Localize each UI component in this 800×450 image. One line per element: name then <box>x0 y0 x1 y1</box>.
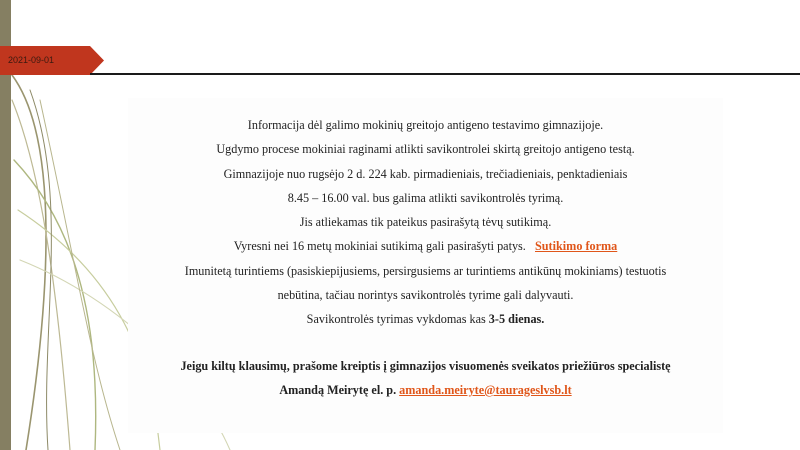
contact-person-name: Amandą Meirytę el. p. <box>279 382 397 397</box>
contact-person-line <box>128 378 723 402</box>
contact-line: Jeigu kiltų klausimų, prašome kreiptis į gimnazijos visuomenės sveikatos priežiūros specialistę <box>180 358 671 373</box>
slide-date: 2021-09-01 <box>8 55 55 65</box>
announcement-line-6 <box>128 234 723 258</box>
paragraph-gap <box>128 332 723 354</box>
contact-email-link[interactable]: amanda.meiryte@taurageslvsb.lt <box>399 382 572 397</box>
consent-form-link[interactable]: Sutikimo forma <box>535 239 618 254</box>
date-tag <box>0 46 104 75</box>
announcement-line-7: Imunitetą turintiems (pasiskiepijusiems, persirgusiems ar turintiems antikūnų mokiniams) testuotis <box>184 263 667 278</box>
announcement-line-4: 8.45 – 16.00 val. bus galima atlikti savikontrolės tyrimą. <box>287 190 564 205</box>
consent-text: Vyresni nei 16 metų mokiniai sutikimą gali pasirašyti patys. <box>233 239 526 254</box>
testing-frequency-text: Savikontrolės tyrimas vykdomas kas <box>306 312 486 327</box>
announcement-line-3: Gimnazijoje nuo rugsėjo 2 d. 224 kab. pirmadieniais, trečiadieniais, penktadieniais <box>223 166 628 181</box>
testing-frequency-value: 3-5 dienas. <box>488 312 545 327</box>
announcement-line-9 <box>128 307 723 331</box>
header-divider <box>90 73 800 75</box>
announcement-line-8: nebūtina, tačiau norintys savikontrolės tyrime gali dalyvauti. <box>277 288 574 303</box>
announcement-line-1: Informacija dėl galimo mokinių greitojo antigeno testavimo gimnazijoje. <box>247 118 604 132</box>
announcement-text <box>128 113 723 402</box>
announcement-line-2: Ugdymo procese mokiniai raginami atlikti savikontrolei skirtą greitojo antigeno testą. <box>216 142 635 157</box>
announcement-line-5: Jis atliekamas tik pateikus pasirašytą tėvų sutikimą. <box>299 215 552 230</box>
